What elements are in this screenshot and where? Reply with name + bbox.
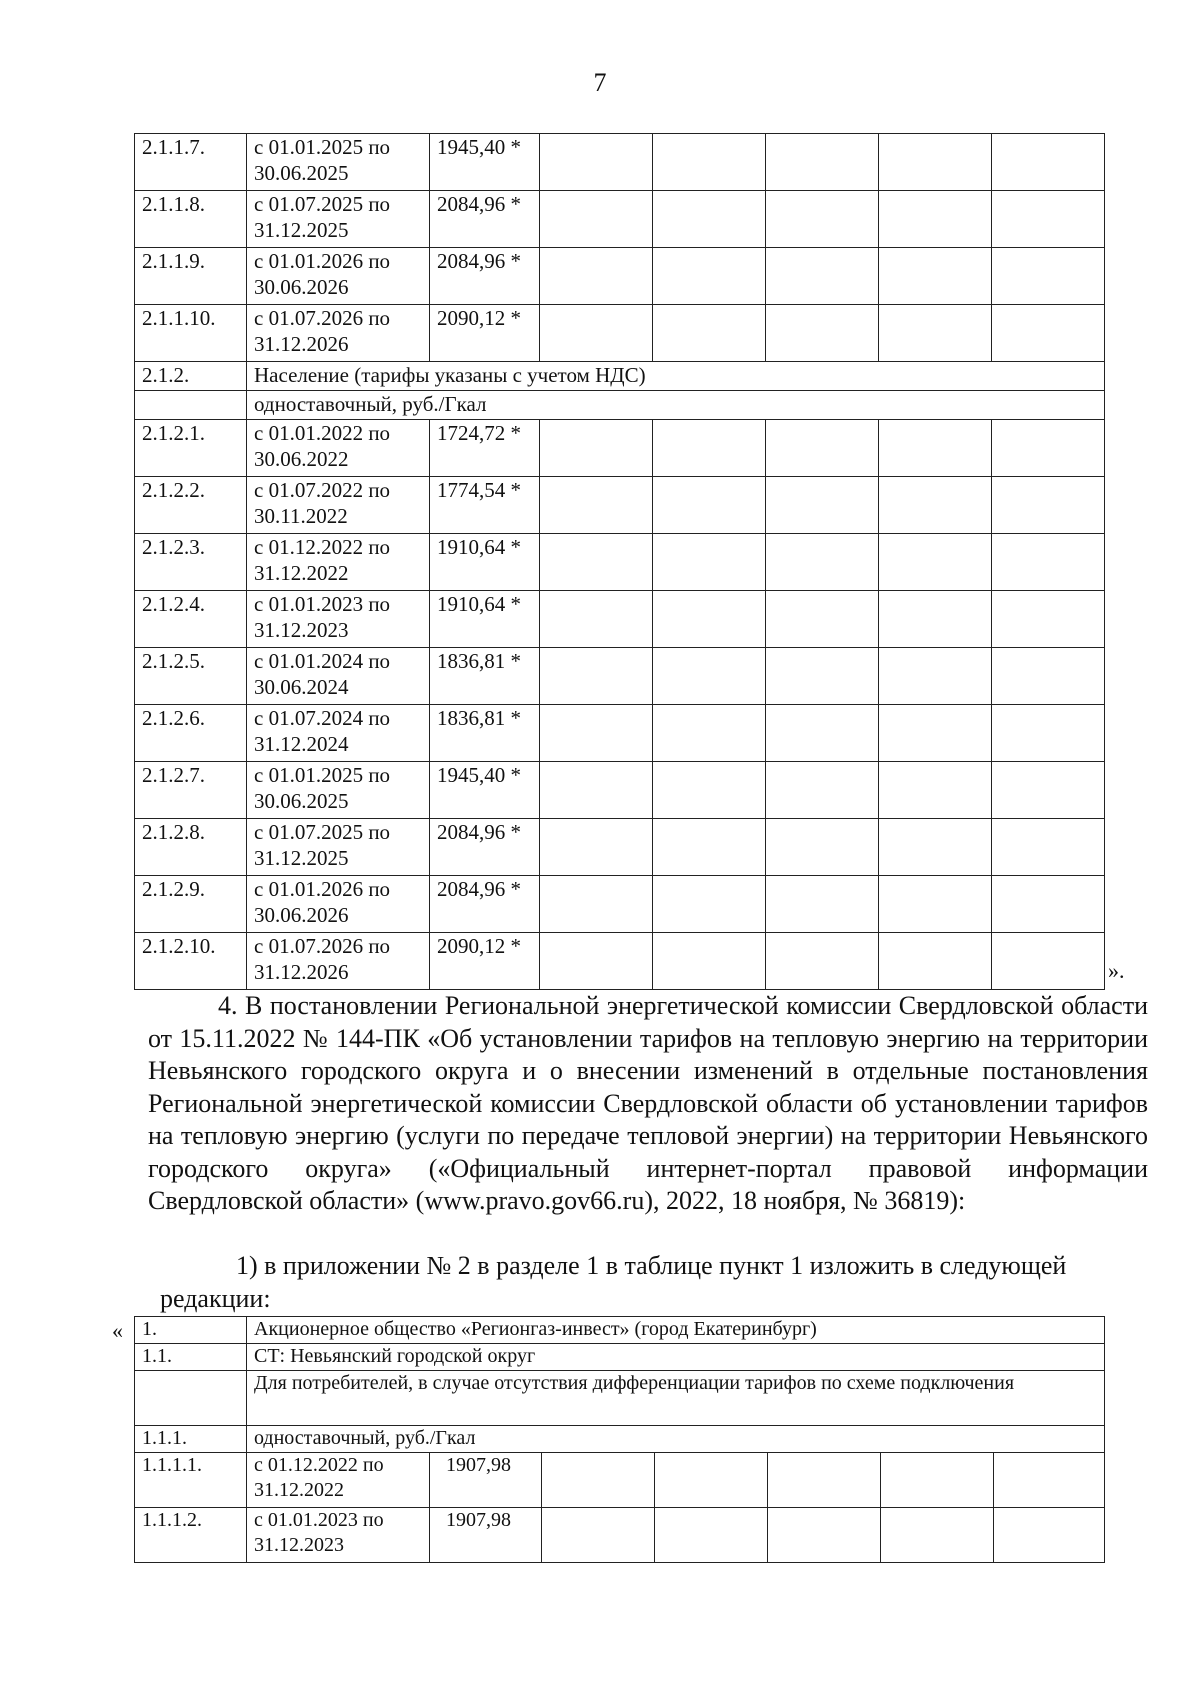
empty-cell bbox=[766, 477, 879, 534]
empty-cell bbox=[879, 762, 992, 819]
period bbox=[247, 420, 430, 477]
tariff-value: 1945,40 * bbox=[430, 762, 540, 819]
tariff-value: 2090,12 * bbox=[430, 305, 540, 362]
empty-cell bbox=[653, 591, 766, 648]
period-line: 31.12.2026 bbox=[254, 332, 349, 356]
empty-cell bbox=[768, 1453, 881, 1508]
period bbox=[247, 1508, 430, 1563]
empty-cell bbox=[653, 248, 766, 305]
table-row bbox=[135, 819, 1105, 876]
empty-cell bbox=[766, 648, 879, 705]
empty-cell bbox=[992, 876, 1105, 933]
empty-cell bbox=[879, 648, 992, 705]
empty-cell bbox=[992, 591, 1105, 648]
consumers-text: Для потребителей, в случае отсутствия дифференциации тарифов по схеме подключения bbox=[247, 1371, 1105, 1426]
paragraph-1-continuation: редакции: bbox=[160, 1284, 271, 1313]
period-line: с 01.01.2023 по bbox=[254, 1509, 384, 1531]
period-line: с 01.07.2026 по bbox=[254, 306, 391, 330]
empty-cell bbox=[540, 933, 653, 990]
row-number: 2.1.1.10. bbox=[135, 305, 247, 362]
row-number: 2.1.1.8. bbox=[135, 191, 247, 248]
paragraph-4: 4. В постановлении Региональной энергетической комиссии Свердловской области от 15.11.2022 № 144-ПК «Об установлении тарифов на тепловую энергию на территории Невьянского городского округа и о внесении изменений в отдельные постановления Региональной энергетической комиссии Свердловской области об установлении тарифов на тепловую энергию (услуги по передаче тепловой энергии) на территории Невьянского городского округа» («Официальный интернет-портал правовой информации Свердловской области» (www.pravo.gov66.ru), 2022, 18 ноября, № 36819): bbox=[148, 991, 1148, 1215]
period bbox=[247, 705, 430, 762]
opening-quote: « bbox=[112, 1318, 123, 1343]
table-row bbox=[135, 933, 1105, 990]
empty-cell bbox=[653, 305, 766, 362]
empty-cell bbox=[879, 705, 992, 762]
empty-cell bbox=[992, 705, 1105, 762]
empty-cell bbox=[768, 1508, 881, 1563]
table-row bbox=[135, 591, 1105, 648]
empty-cell bbox=[653, 134, 766, 191]
period bbox=[247, 933, 430, 990]
row-number: 2.1.1.9. bbox=[135, 248, 247, 305]
tariff-value: 2084,96 * bbox=[430, 191, 540, 248]
tariff-value: 1836,81 * bbox=[430, 705, 540, 762]
empty-cell bbox=[879, 248, 992, 305]
empty-cell bbox=[992, 248, 1105, 305]
empty-cell bbox=[766, 933, 879, 990]
empty-cell bbox=[653, 420, 766, 477]
empty-cell bbox=[992, 933, 1105, 990]
period-line: с 01.12.2022 по bbox=[254, 535, 391, 559]
empty-cell bbox=[540, 420, 653, 477]
org-name: Акционерное общество «Регионгаз-инвест» (город Екатеринбург) bbox=[247, 1317, 1105, 1344]
empty-cell bbox=[881, 1508, 994, 1563]
empty-cell bbox=[653, 705, 766, 762]
empty-cell bbox=[992, 134, 1105, 191]
table-row bbox=[135, 420, 1105, 477]
period bbox=[247, 534, 430, 591]
row-number: 2.1.2.3. bbox=[135, 534, 247, 591]
rate-row bbox=[135, 1426, 1105, 1453]
period-line: с 01.01.2023 по bbox=[254, 592, 391, 616]
tariff-value: 2084,96 * bbox=[430, 876, 540, 933]
empty-cell bbox=[766, 305, 879, 362]
period-line: с 01.07.2022 по bbox=[254, 478, 391, 502]
period-line: 31.12.2025 bbox=[254, 846, 349, 870]
period-line: с 01.07.2024 по bbox=[254, 706, 391, 730]
period-line: с 01.01.2024 по bbox=[254, 649, 391, 673]
st-number: 1.1. bbox=[135, 1344, 247, 1371]
empty-cell bbox=[992, 477, 1105, 534]
empty-cell bbox=[992, 762, 1105, 819]
empty-cell bbox=[766, 191, 879, 248]
period bbox=[247, 762, 430, 819]
period bbox=[247, 1453, 430, 1508]
empty-cell bbox=[879, 134, 992, 191]
table-row bbox=[135, 477, 1105, 534]
row-number: 2.1.2.10. bbox=[135, 933, 247, 990]
empty-cell bbox=[994, 1453, 1105, 1508]
empty-cell bbox=[879, 420, 992, 477]
section-subtitle: одноставочный, руб./Гкал bbox=[247, 391, 1105, 420]
table-row bbox=[135, 534, 1105, 591]
tariff-table-bottom bbox=[134, 1316, 1105, 1563]
row-number: 1.1.1.1. bbox=[135, 1453, 247, 1508]
empty-cell bbox=[540, 248, 653, 305]
period-line: 31.12.2022 bbox=[254, 1479, 344, 1501]
empty-cell bbox=[653, 876, 766, 933]
section-title: Население (тарифы указаны с учетом НДС) bbox=[247, 362, 1105, 391]
period-line: 30.06.2024 bbox=[254, 675, 349, 699]
empty-cell bbox=[766, 762, 879, 819]
empty-cell bbox=[540, 477, 653, 534]
empty-cell bbox=[992, 648, 1105, 705]
period-line: 31.12.2022 bbox=[254, 561, 349, 585]
period bbox=[247, 819, 430, 876]
tariff-value: 1774,54 * bbox=[430, 477, 540, 534]
period-line: 30.06.2022 bbox=[254, 447, 349, 471]
org-row bbox=[135, 1317, 1105, 1344]
empty-cell bbox=[540, 191, 653, 248]
st-row bbox=[135, 1344, 1105, 1371]
period-line: 30.11.2022 bbox=[254, 504, 348, 528]
period-line: с 01.01.2025 по bbox=[254, 763, 391, 787]
empty-cell bbox=[992, 191, 1105, 248]
empty-cell bbox=[540, 534, 653, 591]
period-line: с 01.01.2025 по bbox=[254, 135, 391, 159]
tariff-value: 1724,72 * bbox=[430, 420, 540, 477]
empty-cell bbox=[766, 248, 879, 305]
row-number: 2.1.2.1. bbox=[135, 420, 247, 477]
empty-cell bbox=[540, 705, 653, 762]
period-line: 30.06.2026 bbox=[254, 903, 349, 927]
table-row bbox=[135, 1453, 1105, 1508]
tariff-value: 2090,12 * bbox=[430, 933, 540, 990]
row-number: 1.1.1.2. bbox=[135, 1508, 247, 1563]
table-row bbox=[135, 705, 1105, 762]
section-row bbox=[135, 362, 1105, 391]
empty-cell bbox=[653, 191, 766, 248]
org-number: 1. bbox=[135, 1317, 247, 1344]
empty-cell bbox=[542, 1453, 655, 1508]
empty-cell bbox=[879, 591, 992, 648]
row-number: 2.1.2.8. bbox=[135, 819, 247, 876]
empty-cell bbox=[879, 876, 992, 933]
paragraph-1: 1) в приложении № 2 в разделе 1 в таблице пункт 1 изложить в следующей bbox=[236, 1251, 1067, 1280]
period-line: 30.06.2025 bbox=[254, 161, 349, 185]
empty-cell bbox=[655, 1453, 768, 1508]
empty-cell bbox=[653, 648, 766, 705]
empty-cell bbox=[881, 1453, 994, 1508]
empty-cell bbox=[879, 191, 992, 248]
empty-cell bbox=[879, 477, 992, 534]
rate-number: 1.1.1. bbox=[135, 1426, 247, 1453]
empty-cell bbox=[766, 705, 879, 762]
empty-cell bbox=[879, 819, 992, 876]
empty-cell bbox=[992, 305, 1105, 362]
tariff-table-top bbox=[134, 133, 1105, 990]
tariff-value: 1945,40 * bbox=[430, 134, 540, 191]
empty-cell bbox=[992, 819, 1105, 876]
empty-cell bbox=[540, 819, 653, 876]
empty-cell bbox=[766, 134, 879, 191]
period-line: с 01.07.2026 по bbox=[254, 934, 391, 958]
empty-cell bbox=[653, 534, 766, 591]
empty-cell bbox=[540, 648, 653, 705]
empty-cell bbox=[879, 305, 992, 362]
period bbox=[247, 248, 430, 305]
period-line: 30.06.2026 bbox=[254, 275, 349, 299]
table-row bbox=[135, 648, 1105, 705]
tariff-value: 1836,81 * bbox=[430, 648, 540, 705]
empty-cell bbox=[879, 933, 992, 990]
section-subtitle-row bbox=[135, 391, 1105, 420]
empty-cell bbox=[653, 819, 766, 876]
table-row bbox=[135, 134, 1105, 191]
tariff-value: 2084,96 * bbox=[430, 248, 540, 305]
period-line: с 01.07.2025 по bbox=[254, 192, 391, 216]
empty-cell bbox=[992, 420, 1105, 477]
empty-cell bbox=[540, 134, 653, 191]
page-number: 7 bbox=[593, 68, 607, 97]
period bbox=[247, 134, 430, 191]
period-line: 31.12.2023 bbox=[254, 618, 349, 642]
table-row bbox=[135, 191, 1105, 248]
period-line: 31.12.2025 bbox=[254, 218, 349, 242]
empty-cell bbox=[542, 1508, 655, 1563]
empty-cell bbox=[653, 477, 766, 534]
tariff-value: 1907,98 bbox=[430, 1508, 542, 1563]
period-line: с 01.07.2025 по bbox=[254, 820, 391, 844]
period bbox=[247, 876, 430, 933]
period bbox=[247, 477, 430, 534]
empty-cell bbox=[540, 876, 653, 933]
section-number: 2.1.2. bbox=[135, 362, 247, 391]
st-name: СТ: Невьянский городской округ bbox=[247, 1344, 1105, 1371]
empty-cell bbox=[766, 534, 879, 591]
period-line: с 01.01.2026 по bbox=[254, 877, 391, 901]
row-number: 2.1.2.6. bbox=[135, 705, 247, 762]
consumers-row bbox=[135, 1371, 1105, 1426]
period-line: 31.12.2026 bbox=[254, 960, 349, 984]
row-number: 2.1.2.7. bbox=[135, 762, 247, 819]
empty-cell bbox=[653, 762, 766, 819]
period-line: 31.12.2023 bbox=[254, 1534, 344, 1556]
period-line: 30.06.2025 bbox=[254, 789, 349, 813]
period bbox=[247, 191, 430, 248]
period bbox=[247, 648, 430, 705]
table-row bbox=[135, 305, 1105, 362]
empty-cell bbox=[879, 534, 992, 591]
row-number: 2.1.1.7. bbox=[135, 134, 247, 191]
rate-name: одноставочный, руб./Гкал bbox=[247, 1426, 1105, 1453]
empty-cell bbox=[766, 420, 879, 477]
table-row bbox=[135, 248, 1105, 305]
closing-quote: ». bbox=[1108, 958, 1125, 983]
empty-cell bbox=[766, 876, 879, 933]
row-number: 2.1.2.5. bbox=[135, 648, 247, 705]
period bbox=[247, 305, 430, 362]
row-number: 2.1.2.9. bbox=[135, 876, 247, 933]
empty-cell bbox=[766, 819, 879, 876]
table-row bbox=[135, 876, 1105, 933]
row-number: 2.1.2.2. bbox=[135, 477, 247, 534]
period-line: с 01.12.2022 по bbox=[254, 1454, 384, 1476]
table-row bbox=[135, 762, 1105, 819]
tariff-value: 1910,64 * bbox=[430, 534, 540, 591]
empty-cell bbox=[540, 305, 653, 362]
period-line: с 01.01.2022 по bbox=[254, 421, 391, 445]
tariff-value: 1910,64 * bbox=[430, 591, 540, 648]
row-number: 2.1.2.4. bbox=[135, 591, 247, 648]
period-line: с 01.01.2026 по bbox=[254, 249, 391, 273]
period-line: 31.12.2024 bbox=[254, 732, 349, 756]
empty-cell bbox=[655, 1508, 768, 1563]
empty-cell bbox=[992, 534, 1105, 591]
tariff-value: 2084,96 * bbox=[430, 819, 540, 876]
empty-cell bbox=[653, 933, 766, 990]
empty-cell bbox=[994, 1508, 1105, 1563]
table-row bbox=[135, 1508, 1105, 1563]
empty-cell bbox=[766, 591, 879, 648]
empty-cell bbox=[540, 591, 653, 648]
period bbox=[247, 591, 430, 648]
tariff-value: 1907,98 bbox=[430, 1453, 542, 1508]
empty-cell bbox=[540, 762, 653, 819]
